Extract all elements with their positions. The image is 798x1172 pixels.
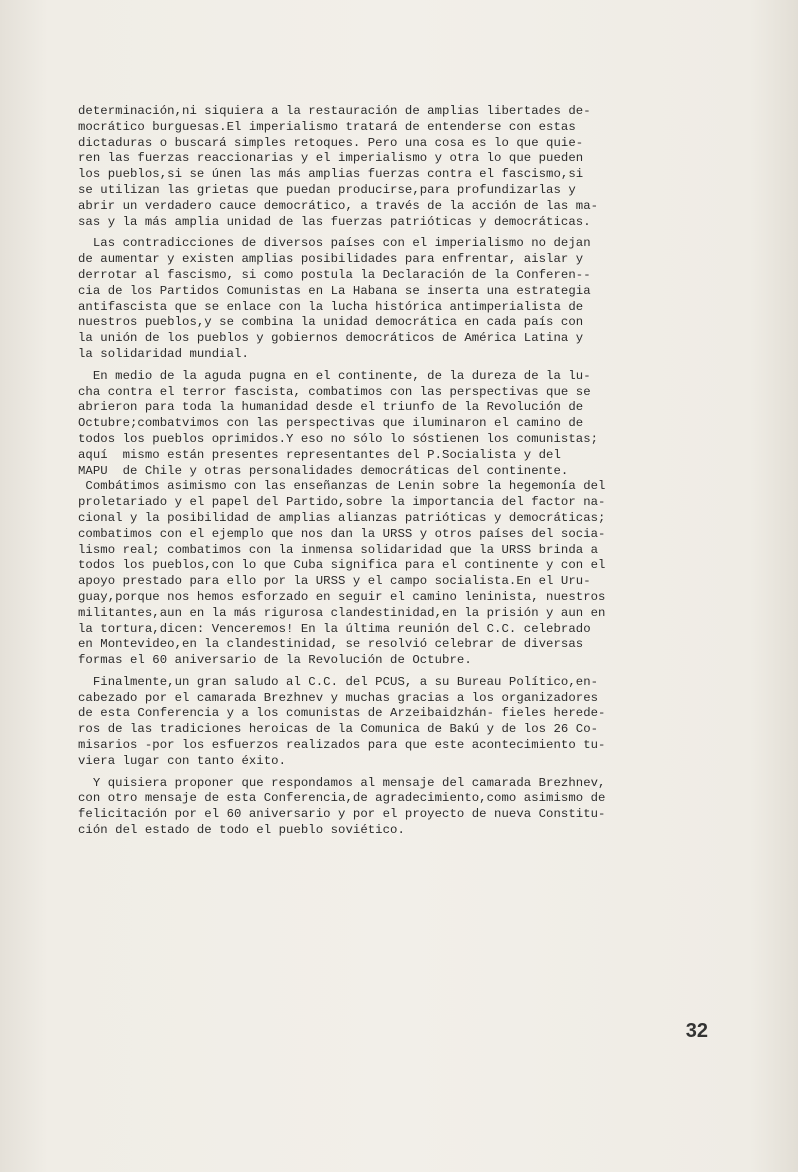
text-line: viera lugar con tanto éxito. [78, 753, 287, 768]
text-line: militantes,aun en la más rigurosa clandestinidad,en la prisión y aun en [78, 605, 606, 620]
text-line: cia de los Partidos Comunistas en La Habana se inserta una estrategia [78, 283, 591, 298]
text-line: ros de las tradiciones heroicas de la Comunica de Bakú y de los 26 Co- [78, 722, 599, 737]
text-line: Octubre;combatvimos con las perspectivas que iluminaron el camino de [78, 416, 584, 431]
text-line: sas y la más amplia unidad de las fuerzas patrióticas y democráticas. [78, 214, 591, 229]
text-line: la solidaridad mundial. [78, 346, 249, 361]
paragraph-4 [78, 675, 730, 770]
text-line: Y quisiera proponer que respondamos al mensaje del camarada Brezhnev, [78, 775, 606, 790]
text-line: nuestros pueblos,y se combina la unidad democrática en cada país con [78, 315, 584, 330]
paragraph-5 [78, 776, 730, 839]
text-line: formas el 60 aniversario de la Revolución de Octubre. [78, 653, 472, 668]
text-line: antifascista que se enlace con la lucha histórica antimperialista de [78, 299, 584, 314]
text-line: derrotar al fascismo, si como postula la Declaración de la Conferen-- [78, 267, 591, 282]
paragraph-2 [78, 236, 730, 362]
text-line: de aumentar y existen amplias posibilidades para enfrentar, aislar y [78, 252, 584, 267]
body-text [78, 104, 730, 845]
text-line: abrir un verdadero cauce democrático, a través de la acción de las ma- [78, 198, 599, 213]
text-line: En medio de la aguda pugna en el continente, de la dureza de la lu- [78, 368, 591, 383]
text-line: se utilizan las grietas que puedan producirse,para profundizarlas y [78, 182, 576, 197]
text-line: todos los pueblos oprimidos.Y eso no sólo lo sóstienen los comunistas; [78, 431, 599, 446]
text-line: proletariado y el papel del Partido,sobre la importancia del factor na- [78, 495, 606, 510]
text-line: de esta Conferencia y a los comunistas de Arzeibaidzhán- fieles herede- [78, 706, 606, 721]
text-line: apoyo prestado para ello por la URSS y el campo socialista.En el Uru- [78, 574, 591, 589]
text-line: MAPU de Chile y otras personalidades democráticas del continente. [78, 463, 569, 478]
text-line: ren las fuerzas reaccionarias y el imperialismo y otra lo que pueden [78, 151, 584, 166]
paragraph-1 [78, 104, 730, 230]
text-line: determinación,ni siquiera a la restauración de amplias libertades de- [78, 104, 591, 118]
text-line: mocrático burguesas.El imperialismo tratará de entenderse con estas [78, 119, 576, 134]
text-line: la unión de los pueblos y gobiernos democráticos de América Latina y [78, 331, 584, 346]
text-line: felicitación por el 60 aniversario y por el proyecto de nueva Constitu- [78, 807, 606, 822]
text-line: abrieron para toda la humanidad desde el triunfo de la Revolución de [78, 400, 584, 415]
text-line: los pueblos,si se únen las más amplias fuerzas contra el fascismo,si [78, 167, 584, 182]
text-line: todos los pueblos,con lo que Cuba significa para el continente y con el [78, 558, 606, 573]
page-number: 32 [685, 1020, 708, 1042]
text-line: con otro mensaje de esta Conferencia,de agradecimiento,como asimismo de [78, 791, 606, 806]
text-line: la tortura,dicen: Venceremos! En la última reunión del C.C. celebrado [78, 621, 591, 636]
text-line: cional y la posibilidad de amplias alianzas patrióticas y democráticas; [78, 510, 606, 525]
text-line: cha contra el terror fascista, combatimos con las perspectivas que se [78, 384, 591, 399]
text-line: combatimos con el ejemplo que nos dan la URSS y otros países del socia- [78, 526, 606, 541]
text-line: lismo real; combatimos con la inmensa solidaridad que la URSS brinda a [78, 542, 599, 557]
text-line: dictaduras o buscará simples retoques. Pero una cosa es lo que quie- [78, 135, 584, 150]
text-line: cabezado por el camarada Brezhnev y muchas gracias a los organizadores [78, 690, 599, 705]
text-line: aquí mismo están presentes representantes del P.Socialista y del [78, 447, 561, 462]
text-line: Las contradicciones de diversos países con el imperialismo no dejan [78, 236, 591, 251]
text-line: Finalmente,un gran saludo al C.C. del PCUS, a su Bureau Político,en- [78, 674, 599, 689]
text-line: misarios -por los esfuerzos realizados para que este acontecimiento tu- [78, 738, 606, 753]
text-line: Combátimos asimismo con las enseñanzas de Lenin sobre la hegemonía del [78, 479, 606, 494]
text-line: en Montevideo,en la clandestinidad, se resolvió celebrar de diversas [78, 637, 584, 652]
text-line: ción del estado de todo el pueblo soviético. [78, 823, 405, 838]
text-line: guay,porque nos hemos esforzado en seguir el camino leninista, nuestros [78, 589, 606, 604]
paragraph-3 [78, 369, 730, 669]
